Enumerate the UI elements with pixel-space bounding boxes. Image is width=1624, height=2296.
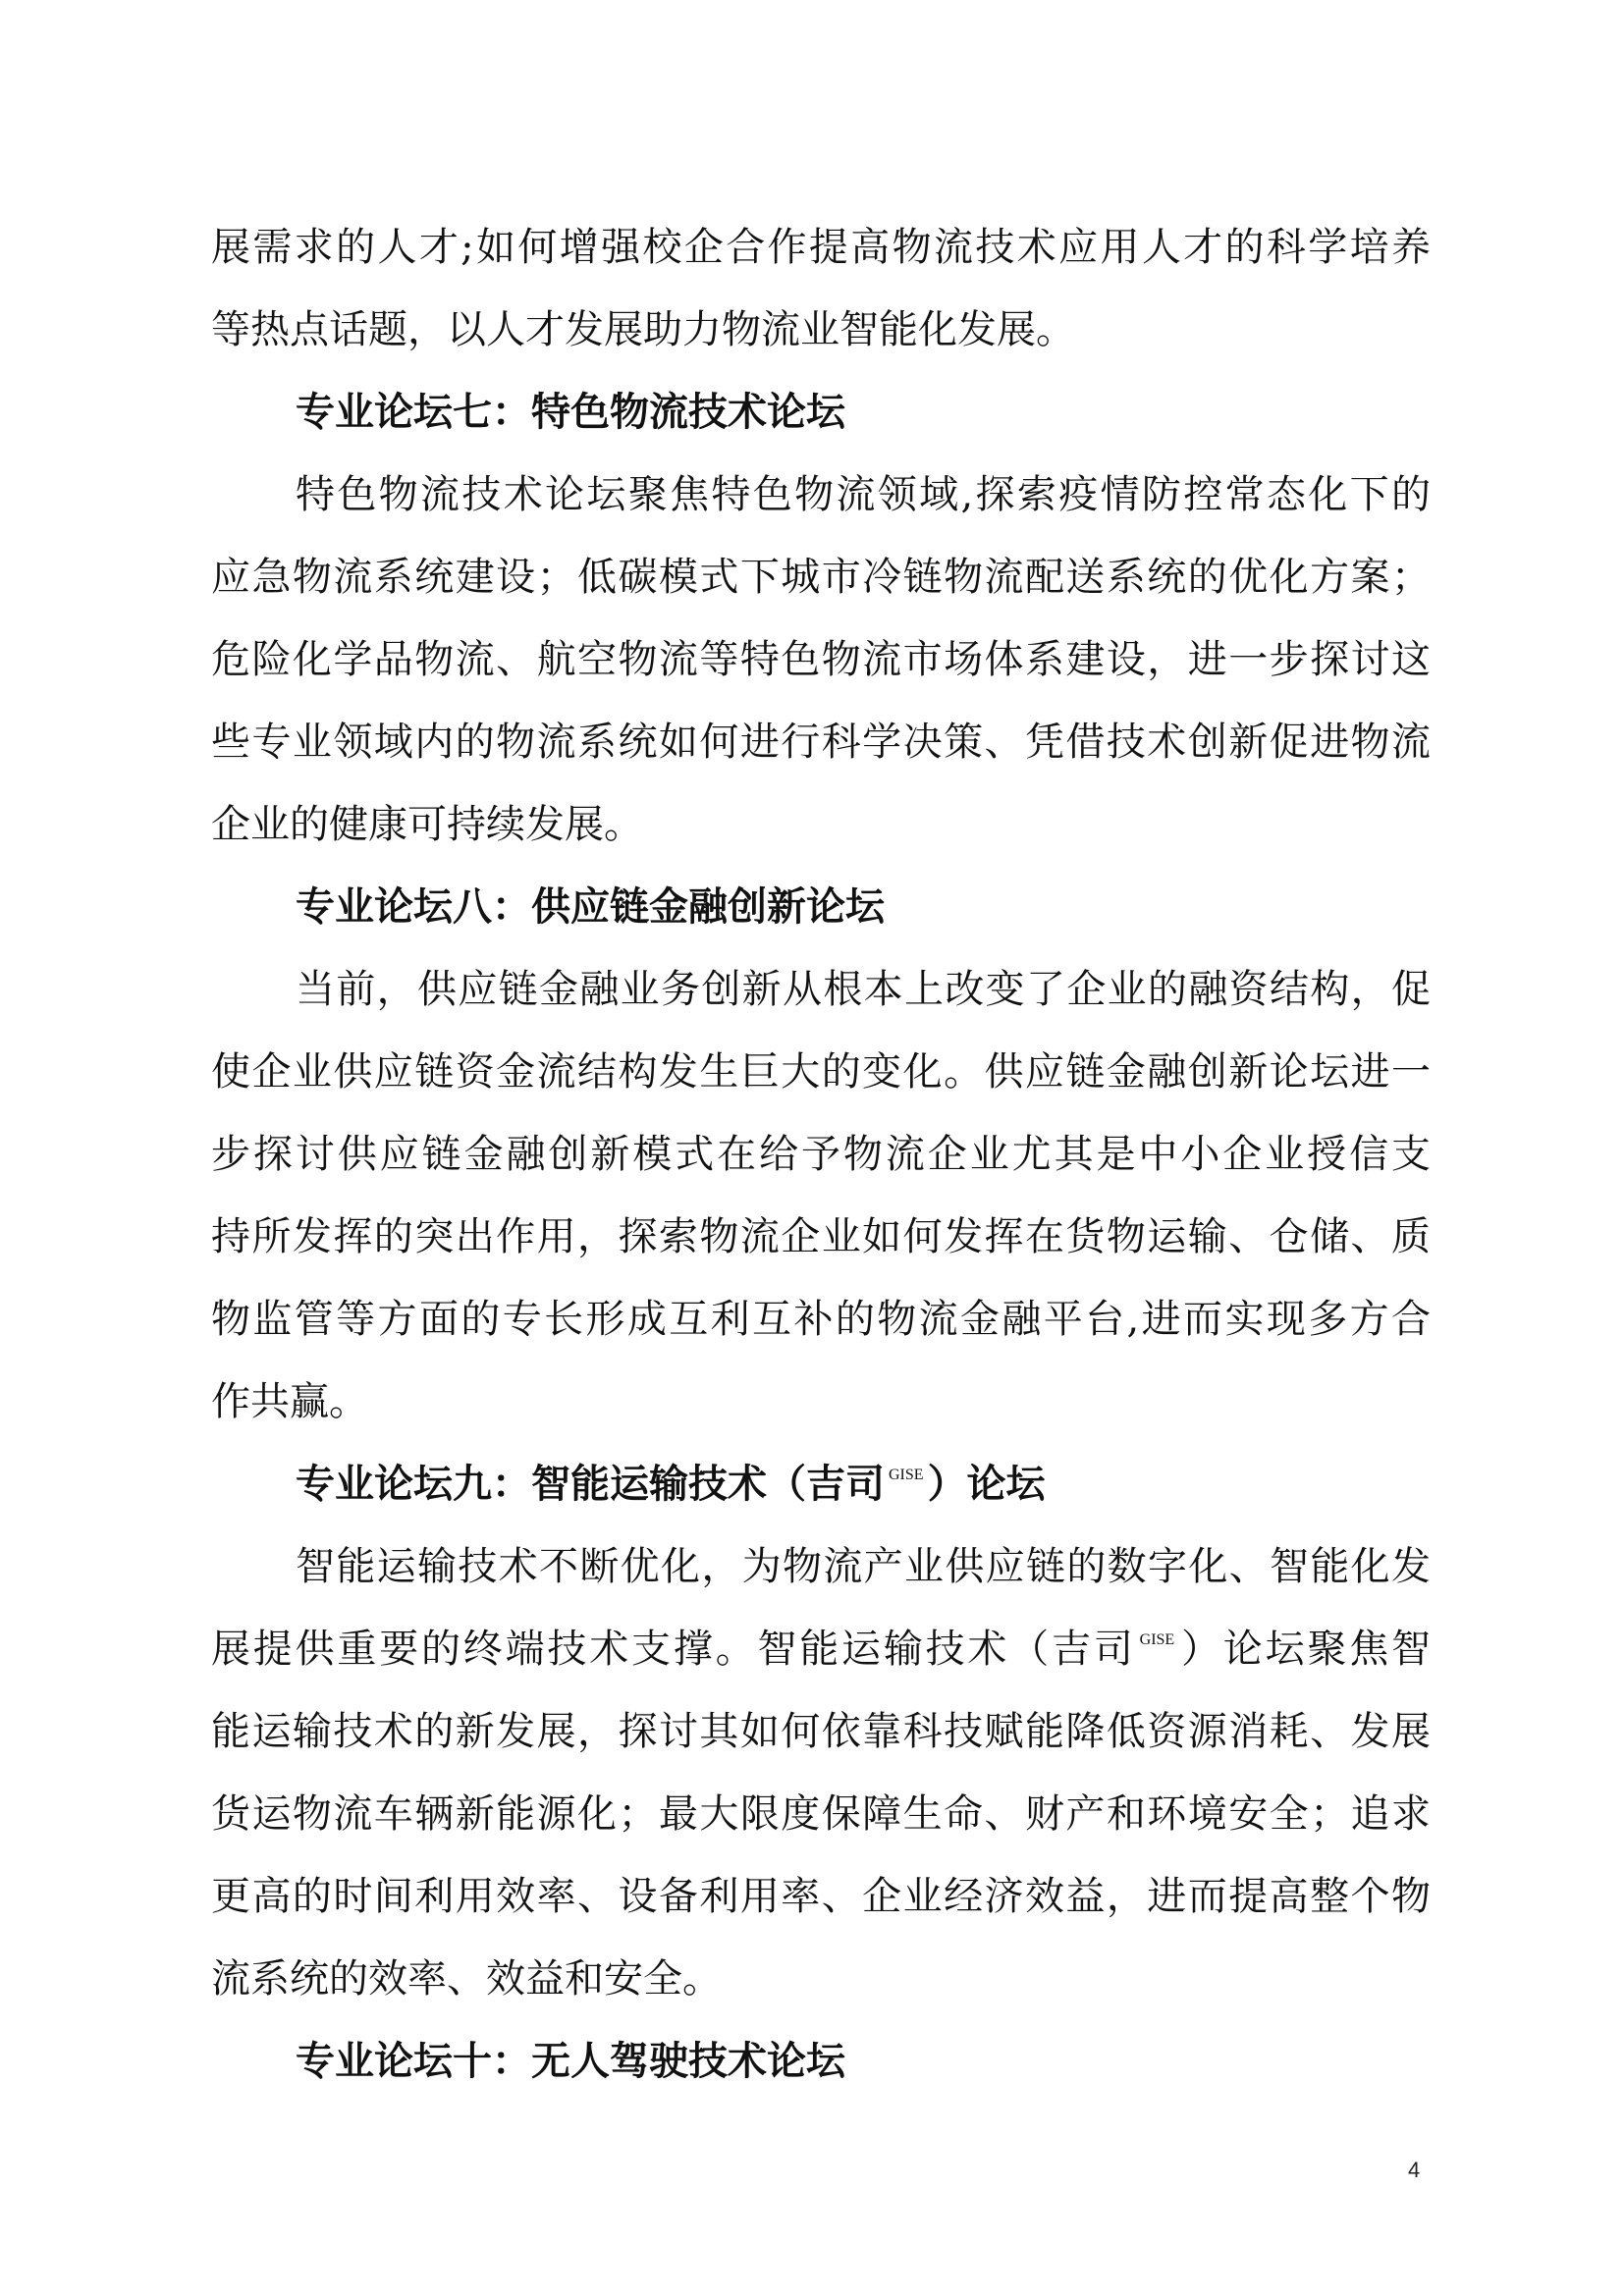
gise-superscript: GISE [889,1467,924,1483]
paragraph-line: 流系统的效率、效益和安全。 [211,1956,722,2002]
forum-7-heading: 专业论坛七：特色物流技术论坛 [296,390,845,435]
paragraph-line: 危险化学品物流、航空物流等特色物流市场体系建设，进一步探讨这 [211,637,1431,682]
forum-9-heading-suffix: ）论坛 [927,1462,1046,1507]
paragraph-line: 步探讨供应链金融创新模式在给予物流企业尤其是中小企业授信支 [211,1132,1431,1177]
paragraph-line: 作共赢。 [211,1379,368,1424]
intro-paragraph [211,206,1431,371]
paragraph-line: 些专业领域内的物流系统如何进行科学决策、凭借技术创新促进物流 [211,720,1431,765]
paragraph-line: 能运输技术的新发展，探讨其如何依靠科技赋能降低资源消耗、发展 [211,1709,1431,1754]
forum-9-heading-prefix: 专业论坛九：智能运输技术（吉司 [296,1462,885,1507]
paragraph-line: 更高的时间利用效率、设备利用率、企业经济效益，进而提高整个物 [211,1874,1431,1919]
paragraph-line: 特色物流技术论坛聚焦特色物流领域,探索疫情防控常态化下的 [296,472,1431,517]
paragraph-line: 智能运输技术不断优化，为物流产业供应链的数字化、智能化发 [296,1544,1431,1589]
forum-7-paragraph [211,454,1431,866]
paragraph-line: 当前，供应链金融业务创新从根本上改变了企业的融资结构，促 [296,967,1431,1012]
paragraph-line: 持所发挥的突出作用，探索物流企业如何发挥在货物运输、仓储、质 [211,1214,1431,1259]
document-page [211,206,1431,2103]
gise-superscript: GISE [1139,1631,1175,1648]
forum-8-paragraph [211,948,1431,1443]
paragraph-line: 展需求的人才;如何增强校企合作提高物流技术应用人才的科学培养 [211,225,1431,270]
paragraph-line: 企业的健康可持续发展。 [211,802,643,847]
forum-9-paragraph [211,1525,1431,2020]
line-prefix: 展提供重要的终端技术支撑。智能运输技术（吉司 [211,1627,1136,1672]
paragraph-line: 货运物流车辆新能源化；最大限度保障生命、财产和环境安全；追求 [211,1791,1431,1837]
paragraph-line: 应急物流系统建设；低碳模式下城市冷链物流配送系统的优化方案； [211,555,1431,600]
forum-9-heading [211,1443,1431,1525]
page-number: 4 [1408,2158,1421,2182]
paragraph-line: 等热点话题，以人才发展助力物流业智能化发展。 [211,307,1075,352]
forum-8-heading: 专业论坛八：供应链金融创新论坛 [296,884,885,930]
paragraph-line: 物监管等方面的专长形成互利互补的物流金融平台,进而实现多方合 [211,1297,1431,1342]
paragraph-line: 使企业供应链资金流结构发生巨大的变化。供应链金融创新论坛进一 [211,1049,1431,1095]
paragraph-line [211,1608,1431,1690]
forum-10-heading: 专业论坛十：无人驾驶技术论坛 [296,2039,845,2084]
line-suffix: ）论坛聚焦智 [1178,1627,1432,1672]
